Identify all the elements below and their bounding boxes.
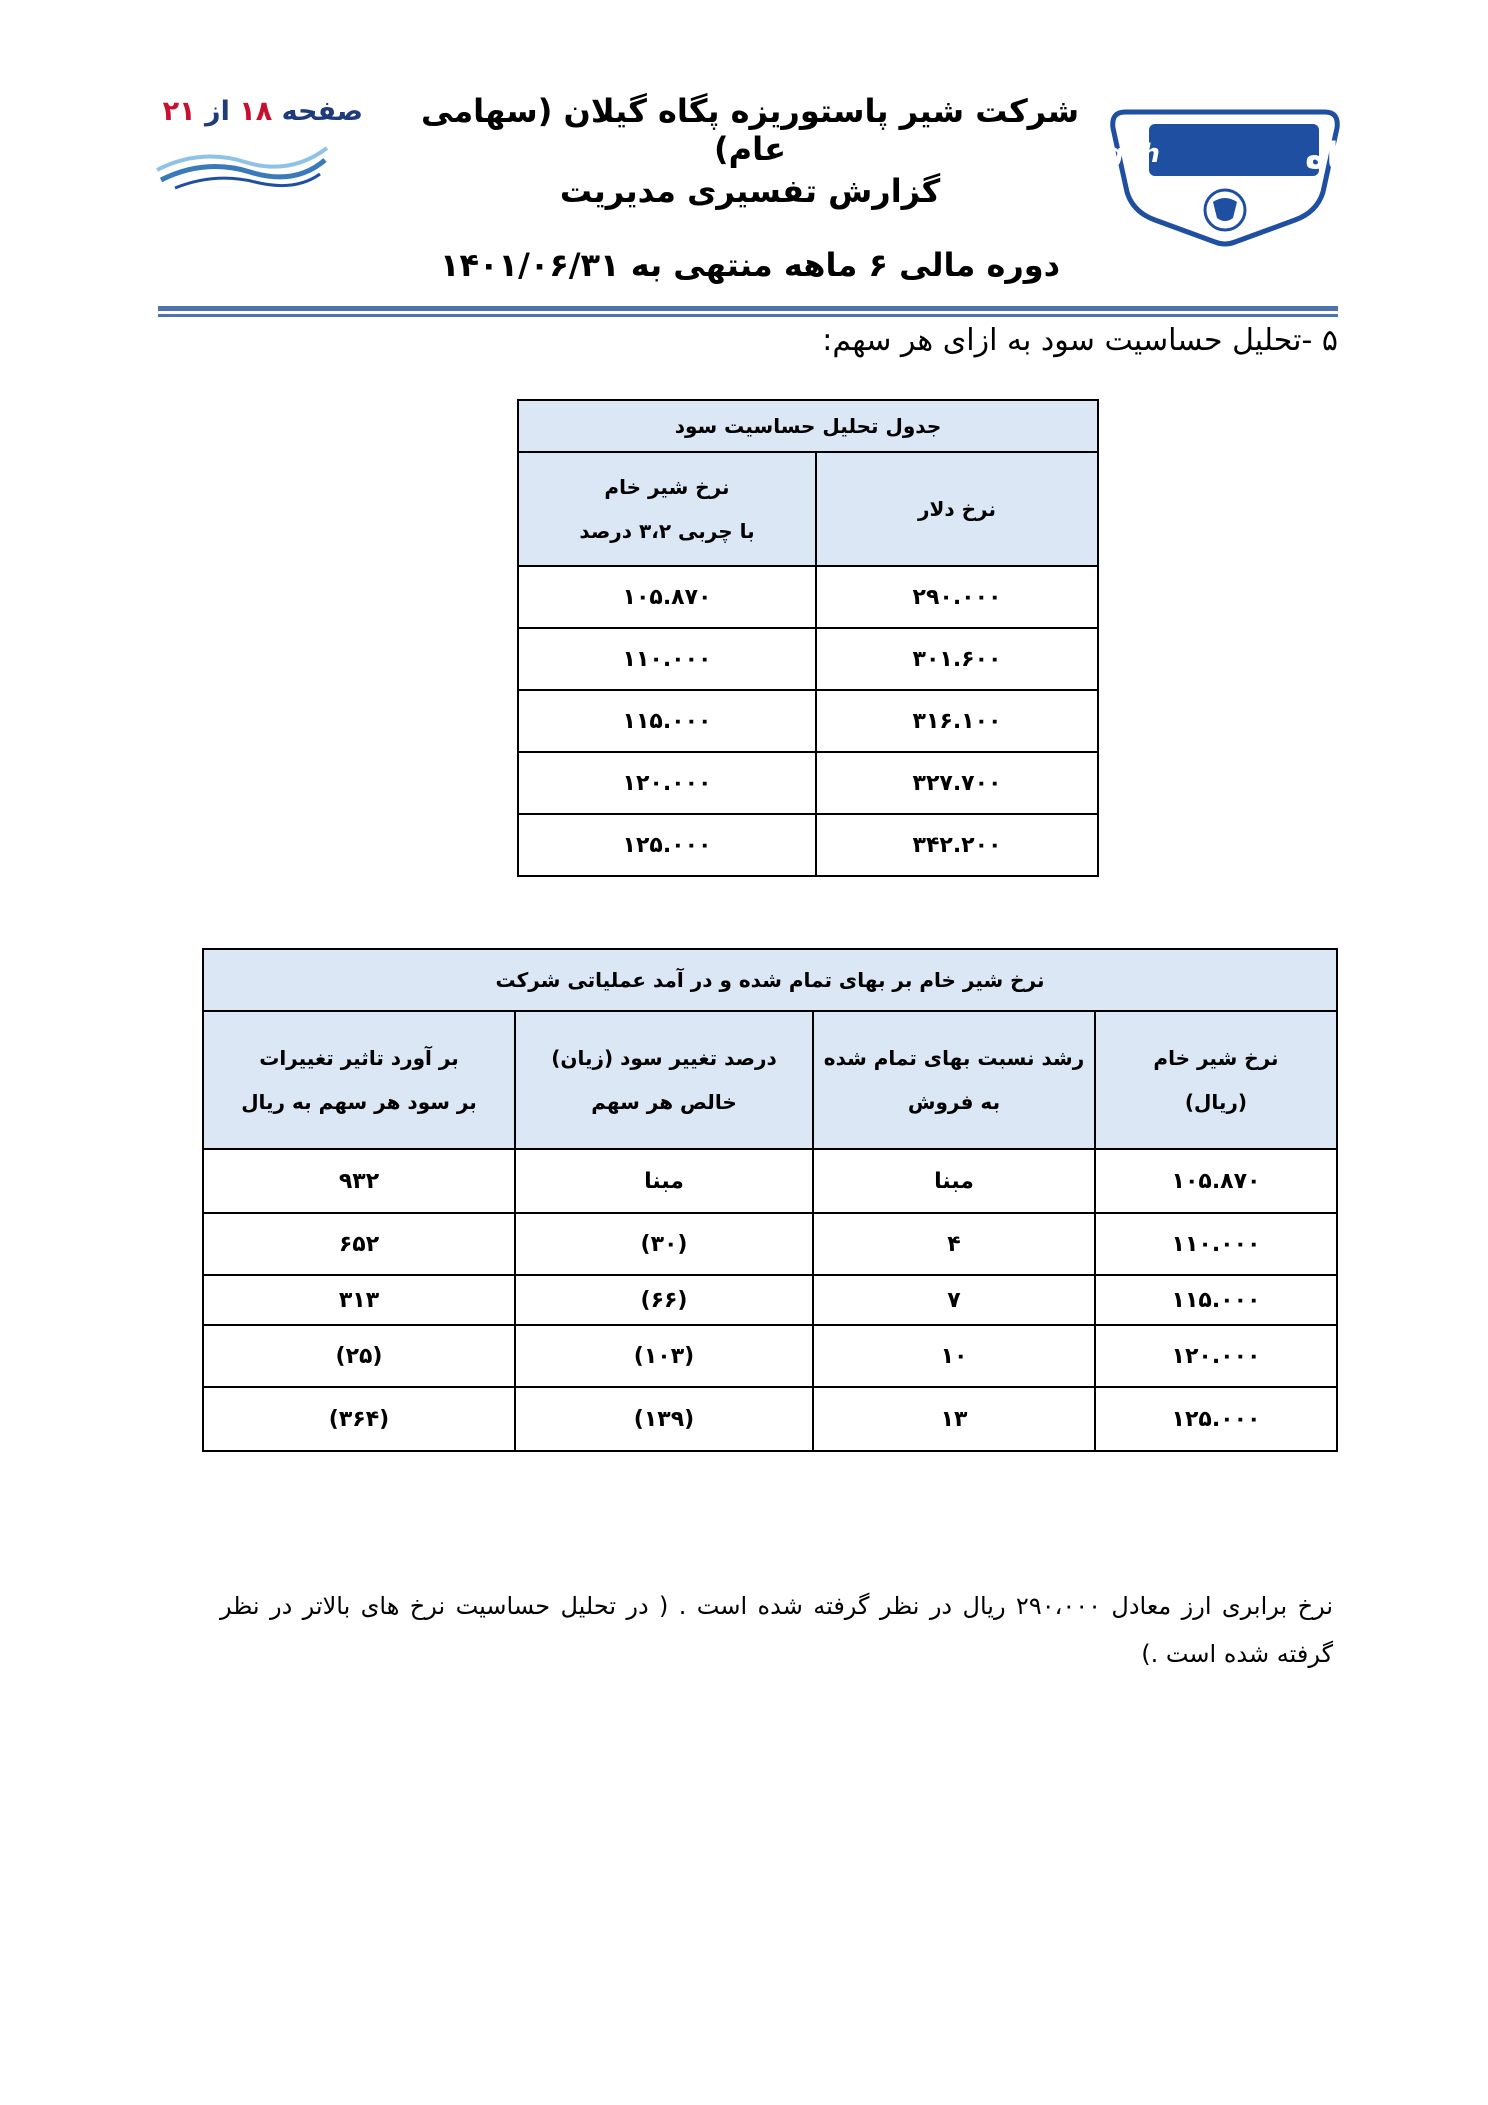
- section-heading: ۵ -تحلیل حساسیت سود به ازای هر سهم:: [822, 323, 1338, 358]
- eps-change-cell: مبنا: [515, 1149, 813, 1213]
- header-raw-milk-price: نرخ شیر خام (ریال): [1095, 1011, 1337, 1149]
- cost-growth-cell: ۷: [813, 1275, 1095, 1325]
- table-row: [518, 628, 1098, 690]
- pegah-logo: [1069, 102, 1375, 252]
- cost-growth-cell: مبنا: [813, 1149, 1095, 1213]
- table-row: [203, 1275, 1337, 1325]
- page-current: ۱۸: [239, 96, 273, 127]
- eps-impact-cell: (۲۵): [203, 1325, 515, 1387]
- footnote-paragraph: نرخ برابری ارز معادل ۲۹۰،۰۰۰ ریال در نظر گرفته شده است . ( در تحلیل حساسیت نرخ های بالاتر در نظر گرفته شده است .): [220, 1592, 1333, 1668]
- wave-decoration: [155, 140, 330, 190]
- report-title: گزارش تفسیری مدیریت: [559, 172, 941, 210]
- header-raw-milk-rate: نرخ شیر خام با چربی ۳،۲ درصد: [518, 452, 816, 566]
- table-row: [518, 566, 1098, 628]
- dollar-rate-cell: ۳۰۱.۶۰۰: [816, 628, 1098, 690]
- header-divider-top: [158, 306, 1338, 311]
- milk-rate-cell: ۱۰۵.۸۷۰: [518, 566, 816, 628]
- milk-rate-cell: ۱۲۵.۰۰۰: [518, 814, 816, 876]
- impact-table-caption: نرخ شیر خام بر بهای تمام شده و در آمد عملیاتی شرکت: [203, 949, 1337, 1011]
- logo-latin-text: Pegah: [1069, 139, 1160, 169]
- page-of: از: [205, 96, 230, 127]
- table-row: [203, 1149, 1337, 1213]
- raw-milk-impact-table: [202, 948, 1338, 1452]
- dollar-rate-cell: ۳۱۶.۱۰۰: [816, 690, 1098, 752]
- sensitivity-table-caption: جدول تحلیل حساسیت سود: [518, 400, 1098, 452]
- raw-milk-price-cell: ۱۱۵.۰۰۰: [1095, 1275, 1337, 1325]
- milk-rate-cell: ۱۱۵.۰۰۰: [518, 690, 816, 752]
- sensitivity-table: [517, 399, 1099, 877]
- header-eps-impact: بر آورد تاثیر تغییرات بر سود هر سهم به ریال: [203, 1011, 515, 1149]
- eps-impact-cell: ۳۱۳: [203, 1275, 515, 1325]
- cost-growth-cell: ۱۳: [813, 1387, 1095, 1451]
- company-title: شرکت شیر پاستوریزه پگاه گیلان (سهامی عام): [420, 92, 1080, 168]
- eps-impact-cell: ۹۳۲: [203, 1149, 515, 1213]
- milk-rate-cell: ۱۱۰.۰۰۰: [518, 628, 816, 690]
- milk-rate-cell: ۱۲۰.۰۰۰: [518, 752, 816, 814]
- dollar-rate-cell: ۲۹۰.۰۰۰: [816, 566, 1098, 628]
- cost-growth-cell: ۴: [813, 1213, 1095, 1275]
- eps-impact-cell: ۶۵۲: [203, 1213, 515, 1275]
- dollar-rate-cell: ۳۲۷.۷۰۰: [816, 752, 1098, 814]
- page-total: ۲۱: [162, 96, 196, 127]
- dollar-rate-cell: ۳۴۲.۲۰۰: [816, 814, 1098, 876]
- eps-change-cell: (۶۶): [515, 1275, 813, 1325]
- page-label: صفحه: [281, 96, 363, 127]
- header-cost-growth: رشد نسبت بهای تمام شده به فروش: [813, 1011, 1095, 1149]
- cost-growth-cell: ۱۰: [813, 1325, 1095, 1387]
- page-number: [148, 96, 363, 127]
- raw-milk-price-cell: ۱۱۰.۰۰۰: [1095, 1213, 1337, 1275]
- table-row: [203, 1213, 1337, 1275]
- header-divider-bottom: [158, 314, 1338, 317]
- period-title: دوره مالی ۶ ماهه منتهی به ۱۴۰۱/۰۶/۳۱: [439, 246, 1061, 284]
- eps-impact-cell: (۳۶۴): [203, 1387, 515, 1451]
- raw-milk-price-cell: ۱۲۰.۰۰۰: [1095, 1325, 1337, 1387]
- table-row: [518, 690, 1098, 752]
- eps-change-cell: (۱۳۹): [515, 1387, 813, 1451]
- table-row: [203, 1325, 1337, 1387]
- raw-milk-price-cell: ۱۰۵.۸۷۰: [1095, 1149, 1337, 1213]
- table-row: [518, 752, 1098, 814]
- table-row: [203, 1387, 1337, 1451]
- logo-persian-text: پگاه: [1305, 136, 1375, 177]
- header-eps-change: درصد تغییر سود (زیان) خالص هر سهم: [515, 1011, 813, 1149]
- raw-milk-price-cell: ۱۲۵.۰۰۰: [1095, 1387, 1337, 1451]
- header-dollar-rate: نرخ دلار: [816, 452, 1098, 566]
- eps-change-cell: (۱۰۳): [515, 1325, 813, 1387]
- eps-change-cell: (۳۰): [515, 1213, 813, 1275]
- table-row: [518, 814, 1098, 876]
